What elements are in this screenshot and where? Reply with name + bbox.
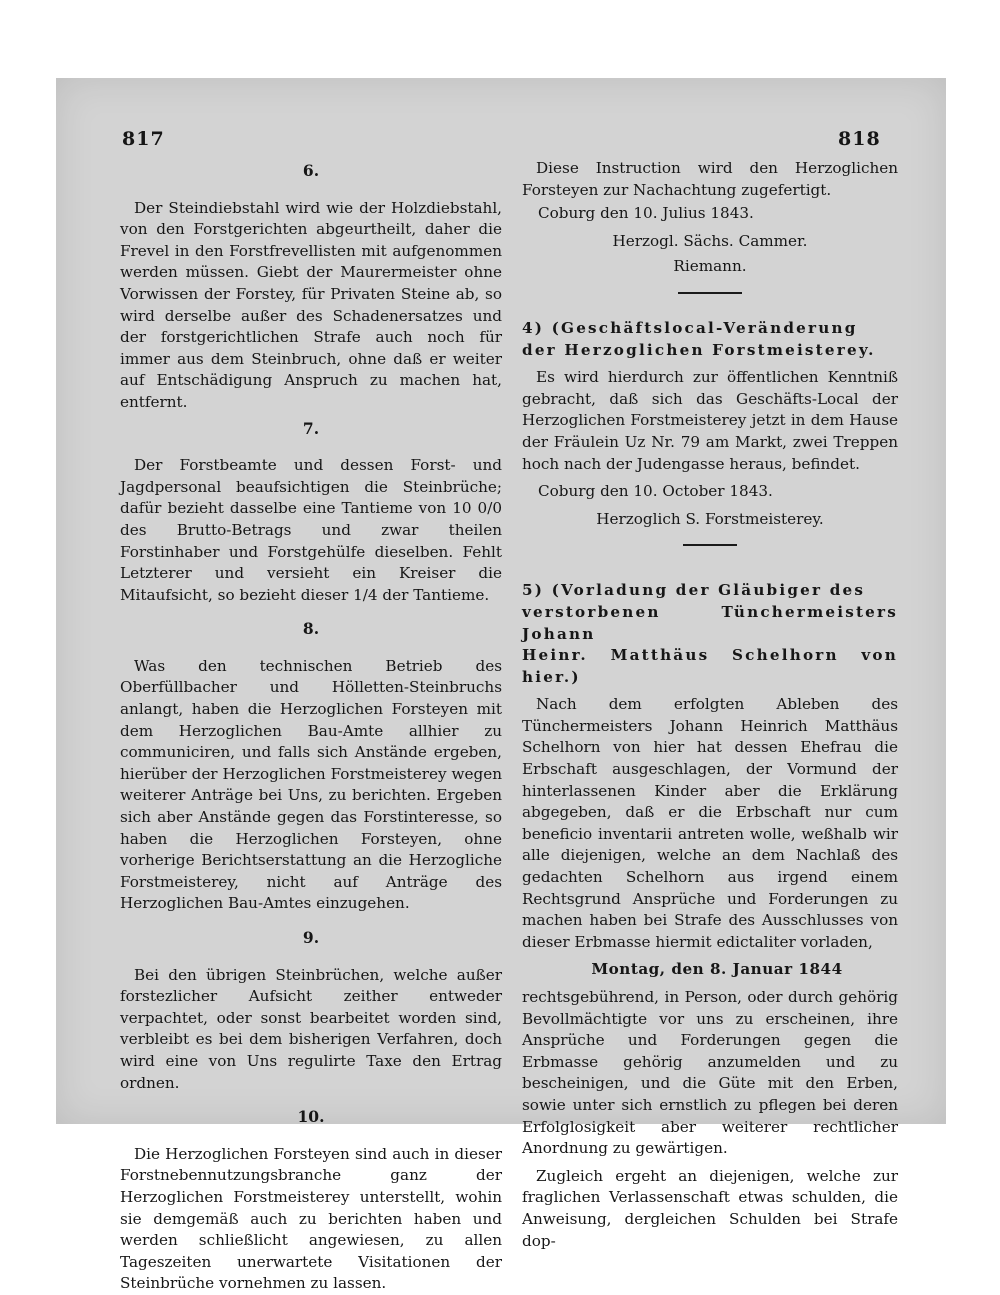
summons-date: Montag, den 8. Januar 1844	[591, 960, 843, 979]
signature-name: Riemann.	[673, 257, 747, 276]
section-5-heading-line-2: verstorbenen Tünchermeisters Johann	[522, 602, 898, 643]
section-4-heading-line-1: 4) (Geschäftslocal-Veränderung	[522, 318, 858, 337]
page-number-right: 818	[838, 128, 881, 150]
section-8-number: 8.	[302, 619, 320, 639]
signature-forstmeisterey: Herzoglich S. Forstmeisterey.	[596, 509, 824, 528]
section-6-text: Der Steindiebstahl wird wie der Holzdiebstahl, von den Forstgerichten abgeurtheilt, daher die Frevel in den Forstfrevellisten mit aufgenommen werden müssen. Giebt der Maurermeister ohne Vorwissen der Forstey, für Privaten Steine ab, so wird derselbe außer des Schadenersatzes und der forstgerichtlichen Strafe auch noch für immer aus dem Steinbruch, ohne daß er weiter auf Entschädigung Anspruch zu machen hat, entfernt.	[120, 198, 502, 411]
section-7-text: Der Forstbeamte und dessen Forst- und Jagdpersonal beaufsichtigen die Steinbrüche; dafür bezieht dasselbe eine Tantieme von 10 0/0 des Brutto-Betrags und zwar theilen Forstinhaber und Forstgehülfe dieselben. Fehlt Letzterer und versieht ein Kreiser die Mitaufsicht, so bezieht dieser 1/4 der Tantieme.	[120, 456, 502, 604]
instruction-closing-text: Diese Instruction wird den Herzoglichen Forsteyen zur Nachachtung zugefertigt.	[522, 159, 898, 199]
section-divider	[683, 544, 737, 546]
date-line-1: Coburg den 10. Julius 1843.	[538, 204, 754, 223]
section-10-text: Die Herzoglichen Forsteyen sind auch in dieser Forstnebennutzungsbranche ganz der Herzoglichen Forstmeisterey unterstellt, wohin sie demgemäß auch zu berichten haben und werden schließlicht angewiesen, zu allen Tageszeiten unerwartete Visitationen der Steinbrüche vornehmen zu lassen.	[120, 1144, 502, 1293]
right-column	[522, 158, 898, 1252]
section-5-heading-line-1: 5) (Vorladung der Gläubiger des	[522, 581, 866, 600]
section-7-number: 7.	[302, 418, 320, 438]
section-8-text: Was den technischen Betrieb des Oberfüllbacher und Hölletten-Steinbruchs anlangt, haben die Herzoglichen Forsteyen mit dem Herzoglichen Bau-Amte allhier zu communiciren, und falls sich Anstände ergeben, hierüber der Herzoglichen Forstmeisterey wegen weiterer Anträge bei Uns, zu berichten. Ergeben sich aber Anstände gegen das Forstinteresse, so haben die Herzoglichen Forsteyen, ohne vorherige Berichtserstattung an die Herzogliche Forstmeisterey, nicht auf Anträge des Herzoglichen Bau-Amtes einzugehen.	[120, 656, 502, 913]
section-4-heading-line-2: der Herzoglichen Forstmeisterey.	[522, 340, 876, 359]
section-9-text: Bei den übrigen Steinbrüchen, welche außer forstezlicher Aufsicht zeither entweder verpachtet, oder sonst bearbeitet worden sind, verbleibt es bei dem bisherigen Verfahren, doch wird eine von Uns regulirte Taxe den Ertrag ordnen.	[120, 965, 502, 1092]
left-column	[120, 158, 502, 1295]
section-9-number: 9.	[302, 928, 320, 947]
date-line-2: Coburg den 10. October 1843.	[538, 482, 773, 501]
section-4-text: Es wird hierdurch zur öffentlichen Kenntniß gebracht, daß sich das Geschäfts-Local der Herzoglichen Forstmeisterey jetzt in dem Hause der Fräulein Uz Nr. 79 am Markt, zwei Treppen hoch nach der Judengasse heraus, befindet.	[522, 368, 898, 473]
section-divider	[678, 292, 742, 294]
section-6-number: 6.	[302, 161, 320, 180]
section-5-heading-line-3: Heinr. Matthäus Schelhorn von hier.)	[522, 646, 898, 686]
signature-cammer: Herzogl. Sächs. Cammer.	[612, 231, 808, 250]
section-5-text-1: Nach dem erfolgten Ableben des Tünchermeisters Johann Heinrich Matthäus Schelhorn von hier hat dessen Ehefrau die Erbschaft ausgeschlagen, der Vormund der hinterlassenen Kinder aber die Erklärung abgegeben, daß er die Erbschaft nur cum beneficio inventarii antreten wolle, weßhalb wir alle diejenigen, welche an dem Nachlaß des gedachten Schelhorn aus irgend einem Rechtsgrund Ansprüche und Forderungen zu machen haben bei Strafe des Ausschlusses von dieser Erbmasse hiermit edictaliter vorladen,	[522, 695, 898, 951]
section-5-text-3: Zugleich ergeht an diejenigen, welche zur fraglichen Verlassenschaft etwas schulden, die Anweisung, dergleichen Schulden bei Strafe dop-	[522, 1166, 898, 1250]
section-5-text-2: rechtsgebührend, in Person, oder durch gehörig Bevollmächtigte vor uns zu erscheinen, ihre Ansprüche und Forderungen gegen die Erbmasse gehörig anzumelden und zu bescheinigen, und die Güte mit den Erben, sowie unter sich ernstlich zu pflegen bei deren Erfolglosigkeit aber weiterer rechtlicher Anordnung zu gewärtigen.	[522, 988, 898, 1158]
page-number-left: 817	[122, 128, 165, 150]
section-10-number: 10.	[297, 1107, 325, 1127]
